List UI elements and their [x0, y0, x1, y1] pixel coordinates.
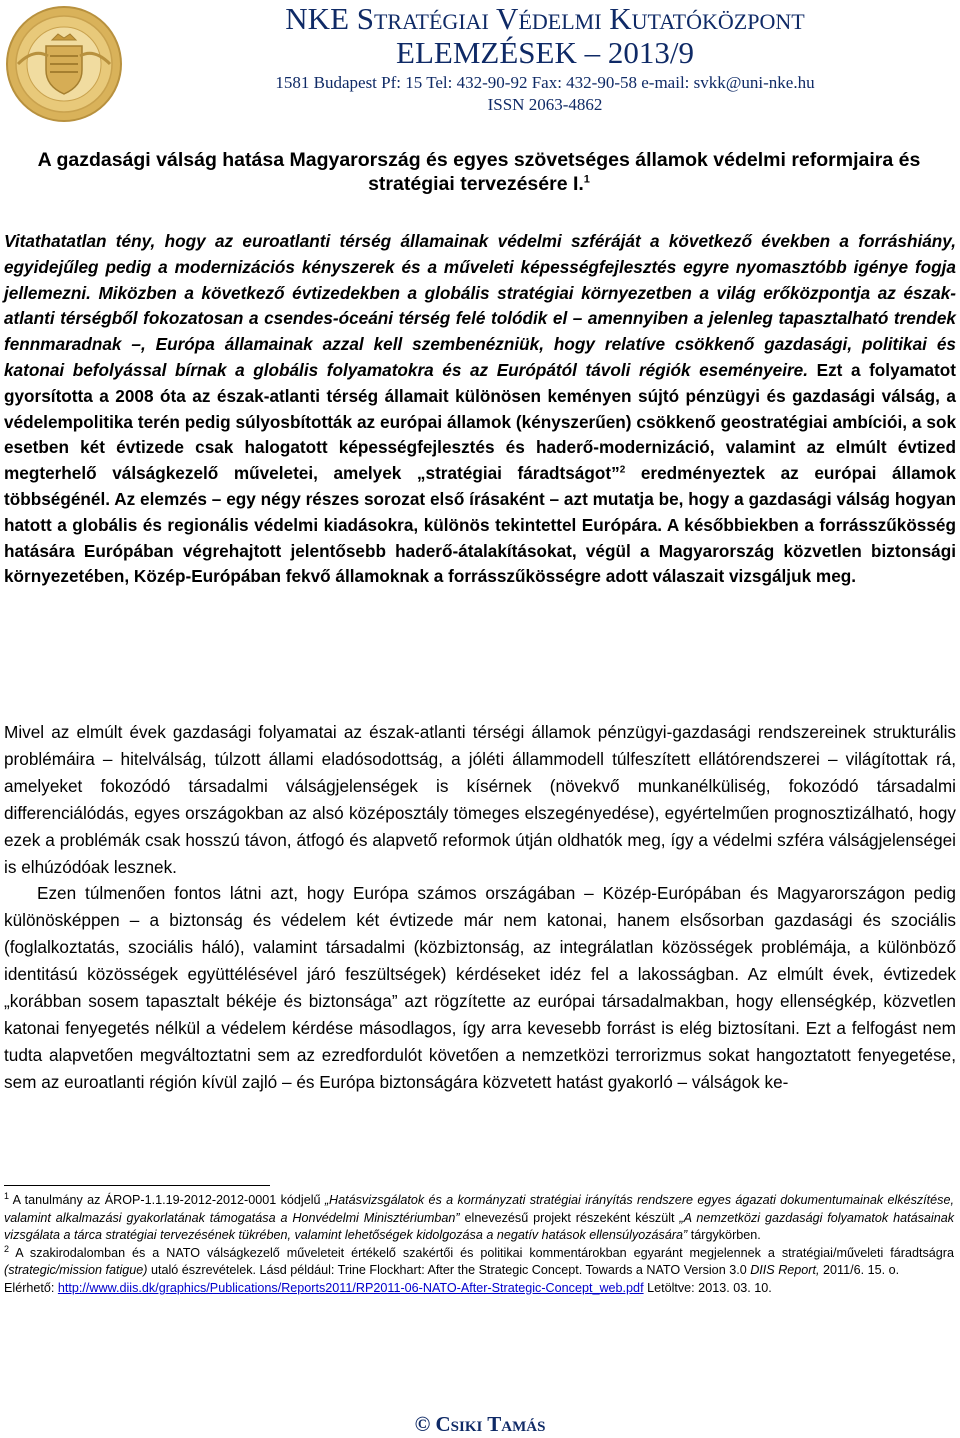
abstract-italic-intro: Vitathatatlan tény, hogy az euroatlanti térség államainak védelmi szféráját a következő években a forráshiány, egyidejűleg pedig a modernizációs kényszerek és a műveleti képességfejlesztés egyre nyomasztóbb igénye fogja jellemezni. [4, 231, 956, 303]
footnote-2 [4, 1245, 954, 1280]
organization-name: NKE Stratégiai Védelmi Kutatóközpont [285, 1, 805, 36]
footnote-2-availability [4, 1280, 954, 1298]
footnote-2-text-3: 2011/6. 15. o. [819, 1263, 900, 1278]
footnote-2-mark: 2 [4, 1243, 10, 1254]
author-credit: © Csiki Tamás [414, 1412, 546, 1436]
contact-address: 1581 Budapest Pf: 15 Tel: 432-90-92 Fax: 432-90-58 e-mail: svkk@uni-nke.hu [275, 73, 815, 92]
abstract-text: Ezt a folyamatot gyorsította a 2008 óta az észak-atlanti térség államait különösen keményen sújtó pénzügyi és gazdasági válság, a védelempolitika terén pedig súlyosbították az európai államok (kényszerűen) csökkenő geostratégiai ambíciói, a sok esetben két évtizede csak halogatott képességfejlesztés és haderő-modernizáció, valamint az elmúlt évtized megterhelő válságkezelő műveletei, amelyek „stratégiai fáradtságot” [4, 359, 956, 484]
footnote-1-project-title: „Hatásvizsgálatok és a kormányzati stratégiai irányítás rendszere egyes ágazati dokumentumainak elkészítése, valamint alkalmazási gyakorlatának támogatása a Honvédelmi Minisztériumban” [4, 1193, 954, 1225]
diis-report-link[interactable]: http://www.diis.dk/graphics/Publications/Reports2011/RP2011-06-NATO-After-Strategic-Concept_web.pdf [57, 1280, 644, 1295]
abstract-paragraph [4, 229, 956, 590]
abstract-italic-continued: Miközben a következő évtizedekben a globális stratégiai környezetben a világ erőközpontja az észak-atlanti térségből fokozatosan a csendes-óceáni térség felé tolódik el – amennyiben a jelenleg tapasztalható trendek fennmaradnak –, Európa államainak azzal kell szembenézniük, hogy relatíve csökkenő gazdasági, politikai és katonai befolyással bírnak a globális folyamatokra és az Európától távoli régiók eseményeire. [4, 282, 956, 380]
header-text-block [130, 2, 960, 116]
article-body [4, 719, 956, 1096]
page-header [0, 0, 960, 132]
footnote-1-text-3: tárgykörben. [687, 1228, 761, 1243]
download-date: Letöltve: 2013. 03. 10. [643, 1280, 772, 1295]
availability-label: Elérhető: [4, 1280, 58, 1295]
title-footnote-ref[interactable]: 1 [583, 173, 590, 186]
footnotes [4, 1192, 954, 1298]
footnote-2-text: A szakirodalomban és a NATO válságkezelő műveleteit értékelő szakértői és politikai kommentárokban egyaránt megjelennek a stratégiai/műveleti fáradtságra [9, 1245, 954, 1260]
abstract-footnote-ref[interactable]: 2 [619, 464, 626, 476]
body-paragraph-1: Mivel az elmúlt évek gazdasági folyamatai az észak-atlanti térségi államok pénzügyi-gazdasági rendszereinek strukturális problémáira – hitelválság, túlzott állami eladósodottság, a jóléti állammodell túlfeszített ellátórendszerei – világítottak rá, amelyeket fokozódó társadalmi válságjelenségek is kísérnek (növekvő munkanélküliség, fokozódó társadalmi differenciálódás, egyes országokban az alsó középosztály tömeges elszegényedése), egyértelműen prognosztizálható, hogy ezek a problémák csak hosszú távon, átfogó és alapvető reformok útján oldhatók meg, így a védelmi szféra válságjelenségei is elhúzódóak lesznek. [4, 722, 956, 877]
university-seal-icon [4, 4, 124, 124]
article-title [4, 148, 954, 196]
footnote-1 [4, 1192, 954, 1245]
footnote-1-text: A tanulmány az ÁROP-1.1.19-2012-2012-0001 kódjelű [9, 1193, 325, 1207]
footnote-2-text-2: utaló észrevételek. Lásd például: Trine Flockhart: After the Strategic Concept. Towards a NATO Version 3.0 [147, 1263, 751, 1278]
publication-series: ELEMZÉSEK – 2013/9 [396, 35, 694, 70]
footnote-1-text-2: elnevezésű projekt részeként készült [459, 1210, 680, 1225]
footnote-1-mark: 1 [4, 1190, 10, 1201]
issn-number: ISSN 2063-4862 [487, 95, 603, 114]
footnote-2-source: DIIS Report, [750, 1263, 820, 1278]
footnote-separator [4, 1185, 270, 1186]
footnote-1-topic-title: „A nemzetközi gazdasági folyamatok hatásainak vizsgálata a tárca stratégiai tervezésének tükrében, valamint lehetőségek kidolgozása a negatív hatások ellensúlyozására” [4, 1210, 954, 1243]
abstract-text-continued: eredményeztek az európai államok többségénél. Az elemzés – egy négy részes sorozat első írásaként – azt mutatja be, hogy a gazdasági válság hogyan hatott a globális és regionális védelmi kiadásokra, különös tekintettel Európára. A későbbiekben a forrásszűkösség hatására Európában végrehajtott jelentősebb haderő-átalakításokat, végül a Magyarország közvetlen biztonsági környezetében, Közép-Európában fekvő államoknak a forrásszűkösségre adott válaszait vizsgáljuk meg. [4, 463, 956, 587]
body-paragraph-2: Ezen túlmenően fontos látni azt, hogy Európa számos országában – Közép-Európában és Magyarországon pedig különösképpen – a biztonság és védelem két évtizede már nem katonai, hanem elsősorban gazdasági és szociális (foglalkoztatás, szociális háló), valamint társadalmi (közbiztonság, az integrálatlan közösségek problémája, a különböző identitású közösségek együttélésével járó feszültségek) kérdéseket idéz fel a lakosságban. Az elmúlt évek, évtizedek „korábban sosem tapasztalt békéje és biztonsága” azt rögzítette az európai társadalmakban, hogy ellenségkép, közvetlen katonai fenyegetés nélkül a védelem kérdése másodlagos, így arra kevesebb forrást is elég biztosítani. Ezt a felfogást nem tudta alapvetően megváltoztatni sem az ezredfordulót követően a nemzetközi terrorizmus sokat hangoztatott fenyegetése, sem az euroatlanti régión kívül zajló – és Európa biztonságára közvetett hatást gyakorló – válságok ke- [4, 883, 956, 1092]
footnote-2-term: (strategic/mission fatigue) [4, 1263, 148, 1278]
title-text: A gazdasági válság hatása Magyarország és egyes szövetséges államok védelmi reformjaira és stratégiai tervezésére I. [37, 149, 921, 195]
